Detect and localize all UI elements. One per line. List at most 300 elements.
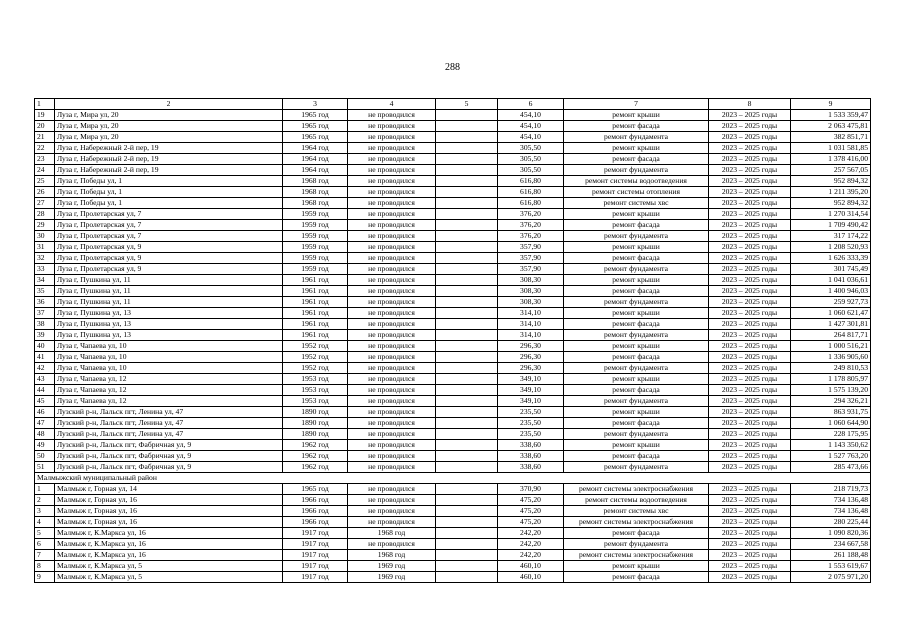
cell-address: Лузский р-н, Лальск пгт, Фабричная ул, 9 (55, 462, 283, 473)
cell-number: 22 (35, 143, 55, 154)
cell-cost: 1 336 905,60 (791, 352, 871, 363)
cell-area: 454,10 (498, 110, 564, 121)
cell-build-year: 1964 год (283, 143, 348, 154)
cell-period: 2023 – 2025 годы (709, 572, 791, 583)
header-col-1: 1 (35, 99, 55, 110)
cell-last-repair: не проводился (348, 429, 436, 440)
cell-number: 27 (35, 198, 55, 209)
cell-number: 48 (35, 429, 55, 440)
cell-last-repair: не проводился (348, 275, 436, 286)
cell-work-type: ремонт фасада (564, 121, 709, 132)
cell-col5 (436, 561, 498, 572)
cell-period: 2023 – 2025 годы (709, 110, 791, 121)
cell-period: 2023 – 2025 годы (709, 462, 791, 473)
cell-work-type: ремонт фасада (564, 385, 709, 396)
cell-col5 (436, 209, 498, 220)
cell-area: 242,20 (498, 539, 564, 550)
cell-address: Луза г, Чапаева ул, 12 (55, 374, 283, 385)
cell-last-repair: не проводился (348, 198, 436, 209)
cell-cost: 261 188,48 (791, 550, 871, 561)
cell-period: 2023 – 2025 годы (709, 374, 791, 385)
cell-area: 616,80 (498, 198, 564, 209)
cell-build-year: 1952 год (283, 363, 348, 374)
cell-address: Луза г, Пушкина ул, 11 (55, 275, 283, 286)
cell-period: 2023 – 2025 годы (709, 528, 791, 539)
cell-work-type: ремонт фасада (564, 352, 709, 363)
cell-number: 42 (35, 363, 55, 374)
cell-address: Луза г, Победы ул, 1 (55, 187, 283, 198)
cell-address: Малмыж г, К.Маркса ул, 5 (55, 561, 283, 572)
table-row (35, 572, 871, 583)
cell-period: 2023 – 2025 годы (709, 121, 791, 132)
cell-build-year: 1966 год (283, 495, 348, 506)
cell-number: 6 (35, 539, 55, 550)
cell-last-repair: не проводился (348, 132, 436, 143)
cell-build-year: 1952 год (283, 352, 348, 363)
cell-last-repair: не проводился (348, 517, 436, 528)
cell-col5 (436, 165, 498, 176)
cell-number: 2 (35, 495, 55, 506)
cell-period: 2023 – 2025 годы (709, 198, 791, 209)
cell-col5 (436, 352, 498, 363)
cell-address: Луза г, Победы ул, 1 (55, 198, 283, 209)
cell-number: 33 (35, 264, 55, 275)
table-row (35, 154, 871, 165)
cell-last-repair: не проводился (348, 264, 436, 275)
table-row (35, 561, 871, 572)
cell-cost: 1 090 820,36 (791, 528, 871, 539)
cell-address: Луза г, Пушкина ул, 13 (55, 308, 283, 319)
cell-number: 47 (35, 418, 55, 429)
cell-area: 296,30 (498, 352, 564, 363)
cell-area: 308,30 (498, 286, 564, 297)
cell-number: 43 (35, 374, 55, 385)
cell-number: 4 (35, 517, 55, 528)
cell-build-year: 1961 год (283, 275, 348, 286)
cell-area: 349,10 (498, 385, 564, 396)
cell-area: 338,60 (498, 440, 564, 451)
table-row (35, 407, 871, 418)
cell-area: 454,10 (498, 132, 564, 143)
cell-address: Луза г, Победы ул, 1 (55, 176, 283, 187)
cell-period: 2023 – 2025 годы (709, 231, 791, 242)
cell-number: 3 (35, 506, 55, 517)
cell-cost: 257 567,05 (791, 165, 871, 176)
cell-last-repair: 1968 год (348, 550, 436, 561)
cell-last-repair: не проводился (348, 297, 436, 308)
cell-col5 (436, 517, 498, 528)
cell-address: Лузский р-н, Лальск пгт, Ленина ул, 47 (55, 418, 283, 429)
cell-area: 242,20 (498, 528, 564, 539)
cell-area: 314,10 (498, 319, 564, 330)
cell-cost: 1 143 350,62 (791, 440, 871, 451)
cell-build-year: 1965 год (283, 132, 348, 143)
cell-number: 26 (35, 187, 55, 198)
cell-cost: 1 060 621,47 (791, 308, 871, 319)
cell-period: 2023 – 2025 годы (709, 440, 791, 451)
cell-period: 2023 – 2025 годы (709, 176, 791, 187)
cell-period: 2023 – 2025 годы (709, 495, 791, 506)
cell-work-type: ремонт фундамента (564, 462, 709, 473)
cell-build-year: 1965 год (283, 121, 348, 132)
cell-number: 38 (35, 319, 55, 330)
cell-address: Луза г, Чапаева ул, 12 (55, 385, 283, 396)
cell-period: 2023 – 2025 годы (709, 286, 791, 297)
table-row (35, 209, 871, 220)
cell-col5 (436, 572, 498, 583)
cell-last-repair: не проводился (348, 374, 436, 385)
cell-last-repair: не проводился (348, 330, 436, 341)
cell-last-repair: не проводился (348, 451, 436, 462)
cell-cost: 734 136,48 (791, 506, 871, 517)
cell-area: 235,50 (498, 429, 564, 440)
table-row (35, 539, 871, 550)
table-row (35, 506, 871, 517)
cell-last-repair: не проводился (348, 242, 436, 253)
cell-col5 (436, 143, 498, 154)
cell-work-type: ремонт крыши (564, 110, 709, 121)
cell-work-type: ремонт фундамента (564, 396, 709, 407)
cell-address: Малмыж г, К.Маркса ул, 16 (55, 528, 283, 539)
table-row (35, 187, 871, 198)
cell-number: 19 (35, 110, 55, 121)
cell-area: 460,10 (498, 572, 564, 583)
cell-address: Луза г, Пушкина ул, 13 (55, 319, 283, 330)
cell-last-repair: не проводился (348, 363, 436, 374)
cell-build-year: 1890 год (283, 418, 348, 429)
cell-cost: 1 709 490,42 (791, 220, 871, 231)
cell-area: 338,60 (498, 462, 564, 473)
cell-cost: 952 894,32 (791, 198, 871, 209)
cell-build-year: 1917 год (283, 528, 348, 539)
cell-last-repair: не проводился (348, 440, 436, 451)
cell-build-year: 1968 год (283, 187, 348, 198)
cell-cost: 294 326,21 (791, 396, 871, 407)
cell-build-year: 1961 год (283, 308, 348, 319)
cell-col5 (436, 418, 498, 429)
cell-area: 357,90 (498, 253, 564, 264)
cell-period: 2023 – 2025 годы (709, 550, 791, 561)
cell-last-repair: не проводился (348, 209, 436, 220)
cell-number: 8 (35, 561, 55, 572)
table-row (35, 121, 871, 132)
cell-address: Малмыж г, К.Маркса ул, 16 (55, 539, 283, 550)
table-row (35, 451, 871, 462)
cell-work-type: ремонт фасада (564, 319, 709, 330)
cell-work-type: ремонт фундамента (564, 429, 709, 440)
cell-work-type: ремонт крыши (564, 143, 709, 154)
cell-build-year: 1968 год (283, 198, 348, 209)
cell-col5 (436, 253, 498, 264)
cell-area: 296,30 (498, 363, 564, 374)
cell-build-year: 1917 год (283, 550, 348, 561)
cell-last-repair: не проводился (348, 121, 436, 132)
cell-address: Луза г, Пролетарская ул, 9 (55, 264, 283, 275)
cell-build-year: 1961 год (283, 319, 348, 330)
cell-col5 (436, 220, 498, 231)
cell-cost: 1 427 301,81 (791, 319, 871, 330)
cell-period: 2023 – 2025 годы (709, 484, 791, 495)
cell-address: Луза г, Набережный 2-й пер, 19 (55, 143, 283, 154)
cell-period: 2023 – 2025 годы (709, 253, 791, 264)
cell-area: 370,90 (498, 484, 564, 495)
cell-last-repair: не проводился (348, 143, 436, 154)
cell-work-type: ремонт крыши (564, 407, 709, 418)
cell-work-type: ремонт крыши (564, 341, 709, 352)
cell-address: Луза г, Чапаева ул, 10 (55, 352, 283, 363)
cell-work-type: ремонт крыши (564, 374, 709, 385)
cell-period: 2023 – 2025 годы (709, 220, 791, 231)
header-col-4: 4 (348, 99, 436, 110)
cell-address: Луза г, Набережный 2-й пер, 19 (55, 154, 283, 165)
cell-work-type: ремонт крыши (564, 275, 709, 286)
cell-number: 49 (35, 440, 55, 451)
cell-col5 (436, 528, 498, 539)
cell-period: 2023 – 2025 годы (709, 407, 791, 418)
cell-period: 2023 – 2025 годы (709, 341, 791, 352)
cell-last-repair: не проводился (348, 253, 436, 264)
table-row (35, 275, 871, 286)
cell-build-year: 1959 год (283, 220, 348, 231)
cell-cost: 234 667,58 (791, 539, 871, 550)
cell-last-repair: не проводился (348, 341, 436, 352)
cell-col5 (436, 484, 498, 495)
cell-period: 2023 – 2025 годы (709, 363, 791, 374)
cell-area: 460,10 (498, 561, 564, 572)
cell-period: 2023 – 2025 годы (709, 319, 791, 330)
cell-address: Луза г, Чапаева ул, 10 (55, 363, 283, 374)
cell-area: 376,20 (498, 231, 564, 242)
cell-area: 376,20 (498, 209, 564, 220)
cell-period: 2023 – 2025 годы (709, 143, 791, 154)
cell-build-year: 1890 год (283, 407, 348, 418)
cell-work-type: ремонт системы водоотведения (564, 176, 709, 187)
cell-col5 (436, 231, 498, 242)
table-row (35, 176, 871, 187)
table-row (35, 341, 871, 352)
cell-work-type: ремонт фасада (564, 154, 709, 165)
cell-address: Луза г, Мира ул, 20 (55, 121, 283, 132)
cell-area: 475,20 (498, 506, 564, 517)
cell-period: 2023 – 2025 годы (709, 264, 791, 275)
cell-period: 2023 – 2025 годы (709, 396, 791, 407)
table-row (35, 429, 871, 440)
cell-address: Луза г, Чапаева ул, 10 (55, 341, 283, 352)
cell-period: 2023 – 2025 годы (709, 187, 791, 198)
cell-last-repair: 1969 год (348, 572, 436, 583)
cell-address: Луза г, Чапаева ул, 12 (55, 396, 283, 407)
cell-address: Малмыж г, Горная ул, 16 (55, 495, 283, 506)
cell-col5 (436, 462, 498, 473)
cell-number: 31 (35, 242, 55, 253)
cell-period: 2023 – 2025 годы (709, 385, 791, 396)
cell-address: Лузский р-н, Лальск пгт, Ленина ул, 47 (55, 407, 283, 418)
cell-cost: 218 719,73 (791, 484, 871, 495)
cell-col5 (436, 407, 498, 418)
cell-cost: 249 810,53 (791, 363, 871, 374)
table-row (35, 440, 871, 451)
cell-build-year: 1961 год (283, 286, 348, 297)
cell-col5 (436, 330, 498, 341)
cell-area: 475,20 (498, 495, 564, 506)
cell-area: 357,90 (498, 242, 564, 253)
section-row (35, 473, 871, 484)
cell-work-type: ремонт крыши (564, 561, 709, 572)
table-row (35, 286, 871, 297)
cell-cost: 382 851,71 (791, 132, 871, 143)
cell-work-type: ремонт фасада (564, 572, 709, 583)
cell-area: 454,10 (498, 121, 564, 132)
table-row (35, 495, 871, 506)
cell-col5 (436, 121, 498, 132)
cell-area: 616,80 (498, 176, 564, 187)
header-col-6: 6 (498, 99, 564, 110)
header-col-3: 3 (283, 99, 348, 110)
cell-col5 (436, 242, 498, 253)
cell-area: 349,10 (498, 374, 564, 385)
cell-col5 (436, 550, 498, 561)
cell-last-repair: не проводился (348, 352, 436, 363)
cell-period: 2023 – 2025 годы (709, 330, 791, 341)
cell-number: 39 (35, 330, 55, 341)
cell-address: Малмыж г, Горная ул, 16 (55, 506, 283, 517)
cell-build-year: 1953 год (283, 385, 348, 396)
cell-number: 36 (35, 297, 55, 308)
cell-work-type: ремонт фундамента (564, 231, 709, 242)
table-row (35, 308, 871, 319)
cell-number: 32 (35, 253, 55, 264)
cell-build-year: 1917 год (283, 572, 348, 583)
cell-period: 2023 – 2025 годы (709, 539, 791, 550)
cell-area: 235,50 (498, 407, 564, 418)
cell-last-repair: не проводился (348, 308, 436, 319)
cell-build-year: 1966 год (283, 506, 348, 517)
cell-number: 20 (35, 121, 55, 132)
cell-work-type: ремонт системы электроснабжения (564, 550, 709, 561)
cell-last-repair: не проводился (348, 165, 436, 176)
cell-build-year: 1964 год (283, 165, 348, 176)
cell-period: 2023 – 2025 годы (709, 418, 791, 429)
cell-area: 305,50 (498, 143, 564, 154)
cell-last-repair: не проводился (348, 187, 436, 198)
page-number: 288 (445, 62, 460, 73)
cell-area: 338,60 (498, 451, 564, 462)
cell-work-type: ремонт фундамента (564, 132, 709, 143)
cell-build-year: 1962 год (283, 462, 348, 473)
cell-col5 (436, 286, 498, 297)
cell-build-year: 1917 год (283, 561, 348, 572)
cell-number: 34 (35, 275, 55, 286)
cell-period: 2023 – 2025 годы (709, 517, 791, 528)
cell-period: 2023 – 2025 годы (709, 297, 791, 308)
cell-address: Лузский р-н, Лальск пгт, Фабричная ул, 9 (55, 440, 283, 451)
cell-number: 50 (35, 451, 55, 462)
cell-build-year: 1965 год (283, 110, 348, 121)
cell-number: 51 (35, 462, 55, 473)
cell-col5 (436, 132, 498, 143)
cell-period: 2023 – 2025 годы (709, 506, 791, 517)
table-row (35, 374, 871, 385)
table-row (35, 231, 871, 242)
table-row (35, 462, 871, 473)
cell-work-type: ремонт фундамента (564, 330, 709, 341)
cell-build-year: 1917 год (283, 539, 348, 550)
cell-work-type: ремонт фундамента (564, 165, 709, 176)
header-col-8: 8 (709, 99, 791, 110)
cell-last-repair: 1969 год (348, 561, 436, 572)
cell-address: Луза г, Пролетарская ул, 7 (55, 231, 283, 242)
cell-cost: 1 178 805,97 (791, 374, 871, 385)
cell-cost: 228 175,95 (791, 429, 871, 440)
cell-area: 314,10 (498, 330, 564, 341)
table-row (35, 418, 871, 429)
table-row (35, 319, 871, 330)
cell-area: 308,30 (498, 297, 564, 308)
table-row (35, 550, 871, 561)
cell-work-type: ремонт фундамента (564, 264, 709, 275)
cell-col5 (436, 110, 498, 121)
cell-cost: 1 211 395,20 (791, 187, 871, 198)
cell-area: 616,80 (498, 187, 564, 198)
cell-cost: 1 378 416,00 (791, 154, 871, 165)
cell-col5 (436, 198, 498, 209)
cell-cost: 280 225,44 (791, 517, 871, 528)
cell-address: Луза г, Пролетарская ул, 9 (55, 242, 283, 253)
cell-col5 (436, 154, 498, 165)
cell-number: 23 (35, 154, 55, 165)
cell-cost: 863 931,75 (791, 407, 871, 418)
cell-work-type: ремонт крыши (564, 308, 709, 319)
header-col-7: 7 (564, 99, 709, 110)
table-row (35, 385, 871, 396)
table-row (35, 264, 871, 275)
cell-build-year: 1953 год (283, 396, 348, 407)
cell-area: 308,30 (498, 275, 564, 286)
cell-cost: 1 031 581,85 (791, 143, 871, 154)
cell-number: 44 (35, 385, 55, 396)
cell-last-repair: не проводился (348, 506, 436, 517)
cell-address: Луза г, Пролетарская ул, 9 (55, 253, 283, 264)
cell-col5 (436, 176, 498, 187)
cell-last-repair: не проводился (348, 495, 436, 506)
cell-work-type: ремонт системы водоотведения (564, 495, 709, 506)
cell-cost: 317 174,22 (791, 231, 871, 242)
table-row (35, 528, 871, 539)
cell-cost: 259 927,73 (791, 297, 871, 308)
cell-work-type: ремонт фасада (564, 418, 709, 429)
cell-work-type: ремонт фундамента (564, 297, 709, 308)
table-row (35, 143, 871, 154)
cell-area: 357,90 (498, 264, 564, 275)
cell-build-year: 1962 год (283, 451, 348, 462)
cell-number: 7 (35, 550, 55, 561)
cell-period: 2023 – 2025 годы (709, 561, 791, 572)
cell-work-type: ремонт крыши (564, 242, 709, 253)
header-col-9: 9 (791, 99, 871, 110)
cell-area: 235,50 (498, 418, 564, 429)
cell-col5 (436, 297, 498, 308)
cell-last-repair: не проводился (348, 396, 436, 407)
cell-last-repair: не проводился (348, 176, 436, 187)
cell-number: 35 (35, 286, 55, 297)
cell-build-year: 1959 год (283, 242, 348, 253)
cell-number: 21 (35, 132, 55, 143)
cell-work-type: ремонт системы хвс (564, 506, 709, 517)
cell-number: 24 (35, 165, 55, 176)
cell-number: 29 (35, 220, 55, 231)
cell-number: 30 (35, 231, 55, 242)
section-title: Малмыжский муниципальный район (35, 473, 871, 484)
